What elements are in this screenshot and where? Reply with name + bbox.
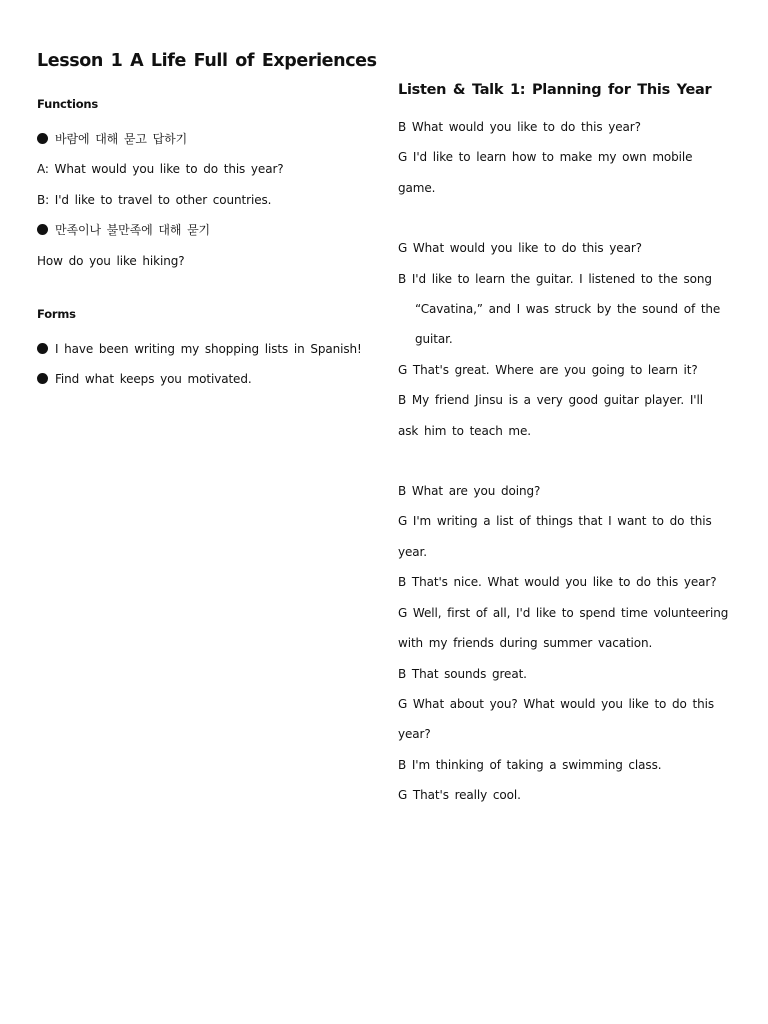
- bullet-icon: [37, 224, 48, 235]
- dialog-line: B That's nice. What would you like to do this year?: [398, 575, 717, 590]
- bullet-text: Find what keeps you motivated.: [55, 372, 252, 387]
- forms-bullet-item: [37, 364, 382, 394]
- dialog-line: game.: [398, 180, 436, 195]
- functions-example-line: B: I'd like to travel to other countries.: [37, 192, 272, 207]
- dialog-line: B My friend Jinsu is a very good guitar player. I'll: [398, 393, 703, 408]
- dialog-line: “Cavatina,” and I was struck by the sound of the: [415, 302, 721, 317]
- dialog-line: ask him to teach me.: [398, 423, 532, 438]
- bullet-text: 만족이나 불만족에 대해 묻기: [55, 223, 211, 238]
- dialog-line: G What would you like to do this year?: [398, 241, 642, 256]
- bullet-text: 바람에 대해 묻고 답하기: [55, 132, 188, 146]
- dialog-line: G I'm writing a list of things that I want to do this: [398, 514, 712, 529]
- page-title: Lesson 1 A Life Full of Experiences: [37, 51, 377, 71]
- forms-bullet-item: [37, 334, 382, 364]
- dialog-1: [398, 112, 738, 203]
- spacer: [37, 276, 382, 304]
- dialog-line: year.: [398, 544, 427, 559]
- dialog-line: with my friends during summer vacation.: [398, 636, 653, 651]
- bullet-icon: [37, 133, 48, 144]
- dialog-line: B I'm thinking of taking a swimming class.: [398, 757, 662, 772]
- dialog-line: G That's great. Where are you going to learn it?: [398, 362, 698, 377]
- dialog-line: B That sounds great.: [398, 666, 527, 681]
- bullet-text: I have been writing my shopping lists in Spanish!: [55, 342, 362, 357]
- dialog-line: B What are you doing?: [398, 484, 541, 499]
- dialog-line: B I'd like to learn the guitar. I listened to the song: [398, 271, 712, 286]
- bullet-icon: [37, 373, 48, 384]
- dialog-line: year?: [398, 727, 431, 742]
- section-title: Listen & Talk 1: Planning for This Year: [398, 82, 712, 98]
- dialog-3: [398, 476, 738, 810]
- right-column: [398, 78, 738, 811]
- dialog-line: guitar.: [415, 332, 453, 347]
- dialog-line: B What would you like to do this year?: [398, 120, 641, 134]
- functions-bullet-item: [37, 124, 382, 154]
- spacer: [398, 203, 738, 233]
- functions-example-line: How do you like hiking?: [37, 253, 185, 268]
- functions-example-line: A: What would you like to do this year?: [37, 162, 284, 177]
- dialog-line: G Well, first of all, I'd like to spend time volunteering: [398, 605, 729, 620]
- dialog-2: [398, 233, 738, 446]
- spacer: [398, 446, 738, 476]
- dialog-line: G I'd like to learn how to make my own mobile: [398, 150, 693, 165]
- functions-bullet-item: [37, 215, 382, 245]
- forms-label: Forms: [37, 307, 76, 322]
- left-column: [37, 48, 382, 395]
- dialog-line: G That's really cool.: [398, 788, 521, 803]
- bullet-icon: [37, 343, 48, 354]
- functions-label: Functions: [37, 97, 99, 111]
- dialog-line: G What about you? What would you like to do this: [398, 696, 714, 711]
